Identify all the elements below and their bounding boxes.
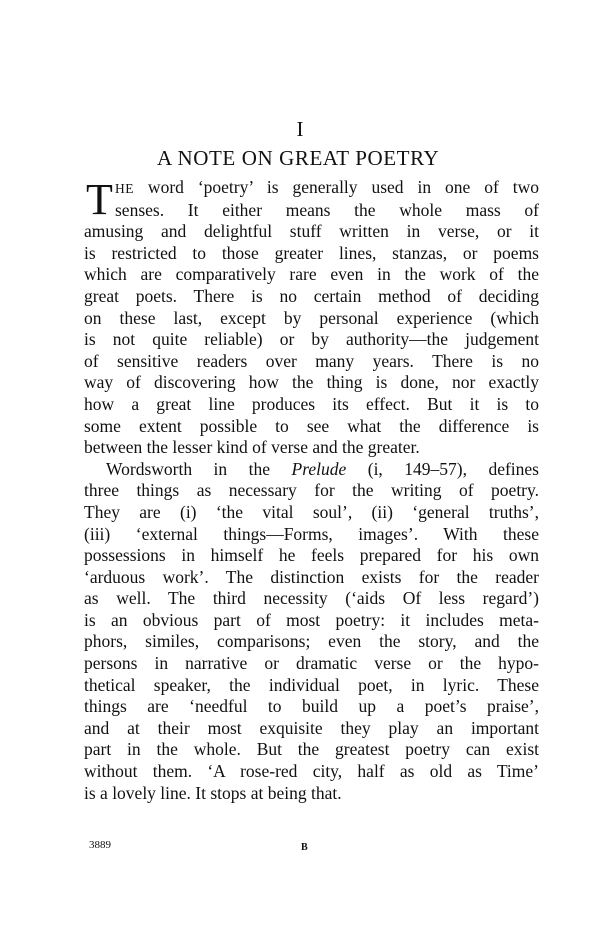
- text-line: persons in narrative or dramatic verse or the hypo-: [84, 653, 539, 674]
- text-line: of sensitive readers over many years. There is no: [84, 350, 539, 371]
- text-line: amusing and delightful stuff written in verse, or it: [84, 221, 539, 242]
- text-line: and at their most exquisite they play an important: [84, 717, 539, 738]
- text-line: is restricted to those greater lines, stanzas, or poems: [84, 242, 539, 263]
- text-line: part in the whole. But the greatest poetry can exist: [84, 739, 539, 760]
- text-line: which are comparatively rare even in the work of the: [84, 264, 539, 285]
- text-line: way of discovering how the thing is done, nor exactly: [84, 372, 539, 393]
- text-line: phors, similes, comparisons; even the story, and the: [84, 631, 539, 652]
- text-line: how a great line produces its effect. But it is to: [84, 393, 539, 414]
- text-line: some extent possible to see what the difference is: [84, 415, 539, 436]
- text-line: ‘arduous work’. The distinction exists for the reader: [84, 566, 539, 587]
- text-line: as well. The third necessity (‘aids Of less regard’): [84, 588, 539, 609]
- text-fragment: word ‘poetry’ is generally used in one of two: [134, 177, 539, 197]
- text-line: [84, 177, 539, 200]
- small-caps-lead: HE: [115, 181, 134, 196]
- text-line: senses. It either means the whole mass of: [115, 199, 539, 220]
- text-line: (iii) ‘external things—Forms, images’. With these: [84, 523, 539, 544]
- text-line: great poets. There is no certain method of deciding: [84, 285, 539, 306]
- text-line: They are (i) ‘the vital soul’, (ii) ‘general truths’,: [84, 501, 539, 522]
- text-line: thetical speaker, the individual poet, in lyric. These: [84, 674, 539, 695]
- body-text: [84, 177, 539, 804]
- text-fragment: Wordsworth in the: [106, 458, 292, 479]
- text-line: on these last, except by personal experience (which: [84, 307, 539, 328]
- text-line: is a lovely line. It stops at being that.: [84, 782, 342, 803]
- italic-title: Prelude: [291, 458, 347, 479]
- text-line: without them. ‘A rose-red city, half as old as Time’: [84, 761, 539, 782]
- chapter-title: A NOTE ON GREAT POETRY: [157, 146, 440, 170]
- text-line: [84, 459, 539, 481]
- chapter-number: I: [296, 117, 304, 141]
- text-fragment: (i, 149–57), defines: [346, 458, 539, 479]
- signature-letter: B: [301, 842, 308, 853]
- text-line: things are ‘needful to build up a poet’s praise’,: [84, 696, 539, 717]
- text-line: three things as necessary for the writing of poetry.: [84, 480, 539, 501]
- drop-cap: T: [86, 175, 113, 224]
- text-line: is an obvious part of most poetry: it includes meta-: [84, 609, 539, 630]
- text-line: possessions in himself he feels prepared for his own: [84, 545, 539, 566]
- printer-signature: 3889: [89, 839, 111, 851]
- text-line: between the lesser kind of verse and the greater.: [84, 437, 420, 458]
- text-line: is not quite reliable) or by authority—the judgement: [84, 329, 539, 350]
